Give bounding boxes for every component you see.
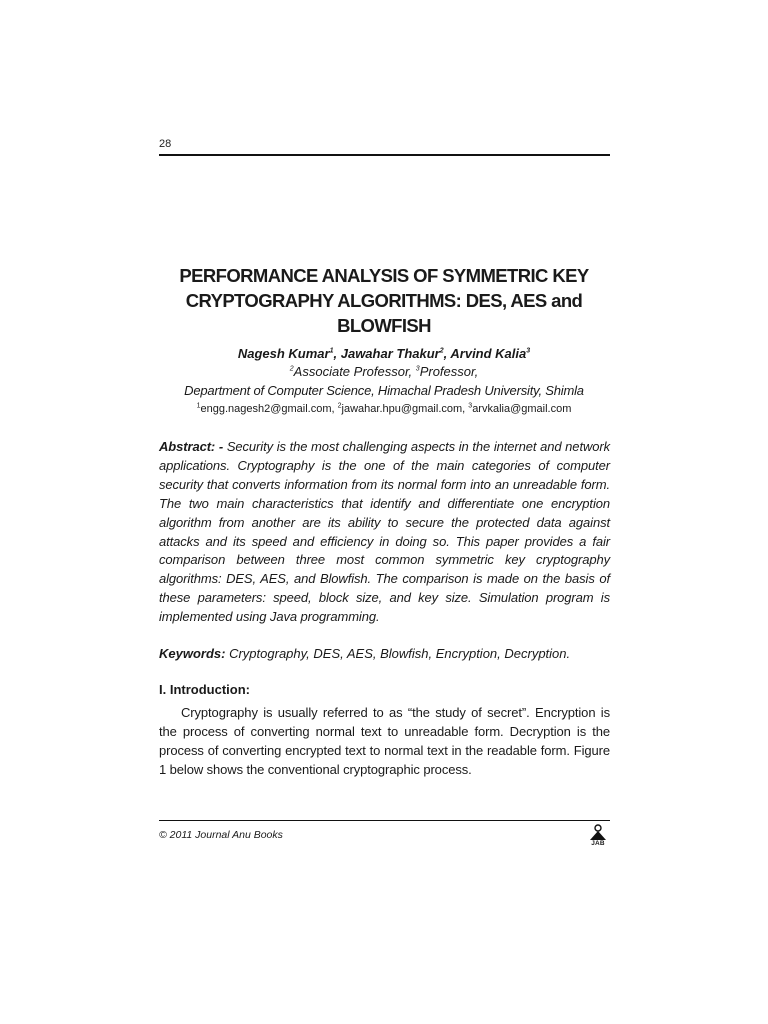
page-number: 28 <box>159 138 172 150</box>
email: engg.nagesh2@gmail.com, <box>200 403 338 415</box>
copyright-text: © 2011 Journal Anu Books <box>159 829 283 841</box>
abstract <box>159 438 610 627</box>
keywords-text: Cryptography, DES, AES, Blowfish, Encryption, Decryption. <box>229 646 571 661</box>
email: jawahar.hpu@gmail.com, <box>341 403 469 415</box>
section-heading: I. Introduction: <box>159 682 250 697</box>
author-separator: , <box>333 346 341 361</box>
author-emails <box>150 403 618 415</box>
footer-rule <box>159 820 610 821</box>
email: arvkalia@gmail.com <box>472 403 572 415</box>
affiliation: Department of Computer Science, Himachal Pradesh University, Shimla <box>184 383 584 398</box>
abstract-text: Security is the most challenging aspects in the internet and network applications. Cryptography is the one of the main categories of computer security that converts information from its normal form into an unreadable form. The two main characteristics that identify and differentiate one encryption algorithm from another are its ability to secure the protected data against attacks and its speed and efficiency in doing so. This paper provides a fair comparison between three most common symmetric key cryptography algorithms: DES, AES, and Blowfish. The comparison is made on the basis of these parameters: speed, block size, and key size. Simulation program is implemented using Java programming. <box>159 439 611 625</box>
role-text: Professor, <box>419 364 479 379</box>
keywords <box>159 646 610 661</box>
author-name: Nagesh Kumar <box>237 346 330 361</box>
paper-title: PERFORMANCE ANALYSIS OF SYMMETRIC KEY CRYPTOGRAPHY ALGORITHMS: DES, AES and BLOWFISH <box>179 265 589 336</box>
author-name: Jawahar Thakur <box>340 346 440 361</box>
keywords-label: Keywords: <box>159 646 226 661</box>
role-mark: 3 <box>415 365 420 373</box>
author-name: Arvind Kalia <box>450 346 527 361</box>
email-mark: 3 <box>468 402 473 410</box>
logo-text: JAB <box>591 840 605 847</box>
author-list <box>150 346 618 361</box>
abstract-label: Abstract: - <box>159 439 224 454</box>
author-mark: 2 <box>439 347 444 355</box>
intro-paragraph: Cryptography is usually referred to as “the study of secret”. Encryption is the process of converting normal text to unreadable form. Decryption is the process of converting encrypted text to normal text in the readable form. Figure 1 below shows the conventional cryptographic process. <box>159 705 610 777</box>
email-mark: 1 <box>196 402 201 410</box>
header-rule <box>159 154 610 156</box>
role-mark: 2 <box>289 365 294 373</box>
author-mark: 3 <box>526 347 531 355</box>
author-separator: , <box>443 346 451 361</box>
role-text: Associate Professor, <box>293 364 416 379</box>
author-roles <box>150 364 618 379</box>
email-mark: 2 <box>337 402 342 410</box>
author-mark: 1 <box>329 347 334 355</box>
